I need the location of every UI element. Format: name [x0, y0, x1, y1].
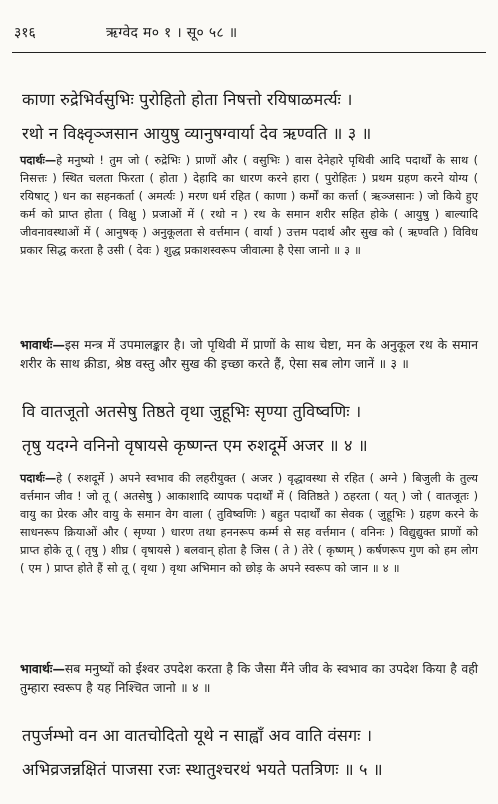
- mantra-line: अभिव्रजन्नक्षितं पाजसा रजः स्थातुश्चरथं भयते पतत्रिणः ॥ ५ ॥: [22, 760, 383, 779]
- padartha-label: पदार्थः—: [20, 154, 57, 167]
- mantra-line: काणा रुद्रेभिर्वसुभिः पुरोहितो होता निषत्तो रयिषाळमर्त्यः ।: [22, 90, 353, 109]
- mantra-line: रथो न विक्ष्वृञ्जसान आयुषु व्यानुषग्वार्या देव ऋण्वति ॥ ३ ॥: [22, 124, 372, 143]
- bhavartha-label: भावार्थः—: [20, 337, 65, 352]
- padartha-paragraph: [20, 152, 478, 260]
- padartha-text: हे ( रुशदूर्मे ) अपने स्वभाव की लहरीयुक्त ( अजर ) वृद्धावस्था से रहित ( अग्ने ) बिजुली के तुल्य वर्त्तमान जीव ! जो तू ( अतसेषु ) आकाशादि व्यापक पदार्थों में ( वितिष्ठते ) ठहरता ( यत् ) जो ( वातजूतः ) वायु का प्रेरक और वायु के समान वेग वाला ( तुविष्वणिः ) बहुत पदार्थों का सेवक ( जुहूभिः ) ग्रहण करने के साधनरूप क्रियाओं और ( सृण्या ) धारण तथा हननरूप कर्म्म से सह वर्त्तमान ( वनिनः ) विद्युद्युक्त प्राणों को प्राप्त होके तू ( तृषु ) शीघ्र ( वृषायसे ) बलवान् होता है जिस ( ते ) तेरे ( कृष्णम् ) कर्षणरूप गुण को हम लोग ( एम ) प्राप्त होते हैं सो तू ( वृथा ) वृथा अभिमान को छोड़ के अपने स्वरूप को जान ॥ ४ ॥: [20, 472, 478, 575]
- bhavartha-paragraph: [20, 660, 478, 697]
- bhavartha-paragraph: [20, 336, 478, 373]
- running-head: ऋग्वेद म० १ । सू० ५८ ॥: [106, 25, 238, 41]
- padartha-text: हे मनुष्यो ! तुम जो ( रुद्रेभिः ) प्राणों और ( वसुभिः ) वास देनेहारे पृथिवी आदि पदार्थों के साथ ( निसत्तः ) स्थित चलता फिरता ( होता ) देहादि का धारण करने हारा ( पुरोहितः ) प्रथम ग्रहण करने योग्य ( रयिषाट् ) धन का सहनकर्ता ( अमर्त्यः ) मरण धर्म रहित ( काणा ) कर्मों का कर्त्ता ( ऋञ्जसानः ) जो किये हुए कर्म को प्राप्त होता ( विक्षु ) प्रजाओं में ( रथो न ) रथ के समान शरीर सहित होके ( आयुषु ) बाल्यादि जीवनावस्थाओं में ( आनुषक् ) अनुकूलता से वर्त्तमान ( वार्या ) उत्तम पदार्थ और सुख को ( ऋण्वति ) विविध प्रकार सिद्ध करता है उसी ( देवः ) शुद्ध प्रकाशस्वरूप जीवात्मा है ऐसा जानो ॥ ३ ॥: [20, 154, 478, 257]
- header-rule: [12, 52, 486, 53]
- mantra-line: तृषु यदग्ने वनिनो वृषायसे कृष्णन्त एम रुशदूर्मे अजर ॥ ४ ॥: [22, 436, 368, 455]
- mantra-line: तपुर्जम्भो वन आ वातचोदितो यूथे न साह्वाँ अव वाति वंसगः ।: [22, 726, 373, 745]
- bhavartha-text: सब मनुष्यों को ईश्वर उपदेश करता है कि जैसा मैंने जीव के स्वभाव का उपदेश किया है वही तुम्हारा स्वरूप है यह निश्चित जानो ॥ ४ ॥: [20, 661, 478, 695]
- padartha-paragraph: [20, 470, 478, 578]
- bhavartha-text: इस मन्त्र में उपमालङ्कार है। जो पृथिवी में प्राणों के साथ चेष्टा, मन के अनुकूल रथ के समान शरीर के साथ क्रीडा, श्रेष्ठ वस्तु और सुख की इच्छा करते हैं, ऐसा सब लोग जानें ॥ ३ ॥: [20, 337, 478, 371]
- mantra-line: वि वातजूतो अतसेषु तिष्ठते वृथा जुहूभिः सृण्या तुविष्वणिः ।: [22, 402, 362, 421]
- page-header: [14, 18, 484, 48]
- page-number: ३१६: [14, 25, 36, 41]
- padartha-label: पदार्थः—: [20, 472, 57, 485]
- bhavartha-label: भावार्थः—: [20, 661, 65, 676]
